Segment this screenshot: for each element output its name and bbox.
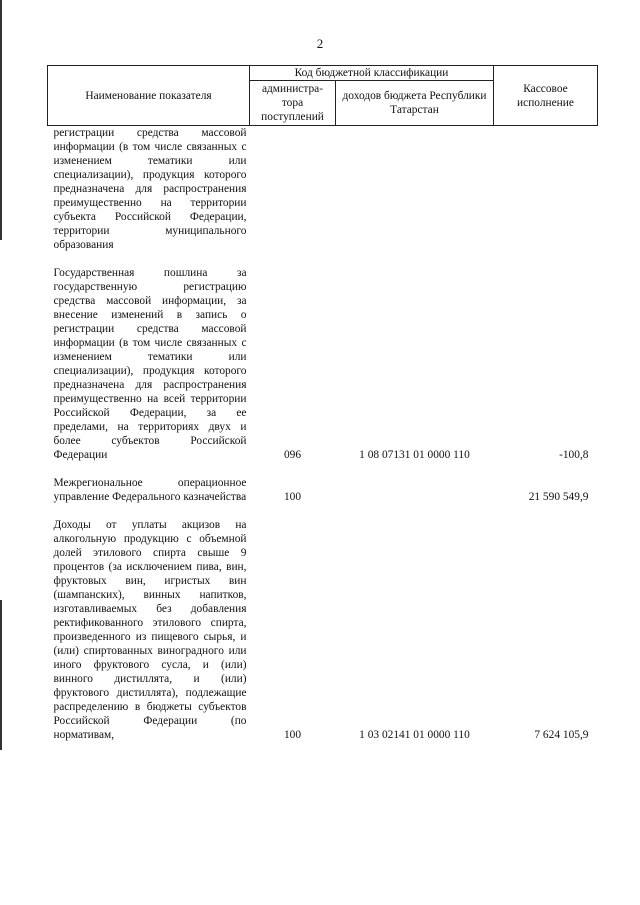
indicator-name: Доходы от уплаты акцизов на алкогольную продукцию с объемной долей этилового спирта свыше 9 процентов (за исключением пива, вин, фруктовых вин, игристых вин (шампанских), винных напитков, изготавливаемых без добавления ректификованного этилового спирта, произведенного из пищевого сырья, и (или) спиртованных виноградного или иного фруктового сусла, и (или) винного дистиллята, и (или) фруктового дистиллята), подлежащие распределению в бюджеты субъектов Российской Федерации (по нормативам,	[53, 519, 247, 741]
table-row	[48, 266, 598, 462]
row-spacer	[48, 462, 598, 476]
income-code	[336, 126, 494, 253]
table-row	[48, 518, 598, 742]
scan-edge-mark-lower	[0, 600, 2, 750]
income-code: 1 08 07131 01 0000 110	[359, 449, 470, 461]
header-cash-execution: Кассовое исполнение	[494, 66, 598, 126]
cash-amount: 21 590 549,9	[528, 491, 589, 503]
header-budget-classification: Код бюджетной классификации	[250, 66, 494, 81]
row-spacer	[48, 252, 598, 266]
indicator-name: регистрации средства массовой информации (в том числе связанных с изменением тематики или специализации), продукция которого предназначена для распространения преимущественно на территории субъекта Российской Федерации, территории муниципального образования	[53, 127, 247, 251]
report-table	[47, 65, 598, 742]
indicator-name-cell	[48, 266, 250, 462]
admin-code: 096	[283, 449, 302, 461]
scan-edge-mark	[0, 0, 2, 240]
income-code	[336, 476, 494, 504]
indicator-name: Межрегиональное операционное управление Федерального казначейства	[53, 477, 247, 503]
admin-code: 100	[283, 729, 302, 741]
admin-code: 100	[283, 491, 302, 503]
header-administrator-column: администра-тора поступлений	[250, 81, 336, 126]
indicator-name-cell	[48, 518, 250, 742]
cash-amount: 7 624 105,9	[534, 729, 589, 741]
admin-code	[250, 126, 336, 253]
cash-amount: -100,8	[559, 449, 589, 461]
header-name-column: Наименование показателя	[48, 66, 250, 126]
indicator-name-cell	[48, 476, 250, 504]
indicator-name: Государственная пошлина за государственную регистрацию средства массовой информации, за внесение изменений в запись о регистрации средства массовой информации (в том числе связанных с изменением тематики или специализации), продукция которого предназначена для распространения преимущественно на всей территории Российской Федерации, за ее пределами, на территориях двух и более субъектов Российской Федерации	[53, 267, 247, 461]
header-income-column: доходов бюджета Республики Татарстан	[336, 81, 494, 126]
income-code: 1 03 02141 01 0000 110	[359, 729, 470, 741]
indicator-name-cell	[48, 126, 250, 253]
page-number: 2	[316, 36, 324, 51]
cash-amount	[494, 126, 598, 253]
table-row	[48, 126, 598, 253]
table-row	[48, 476, 598, 504]
row-spacer	[48, 504, 598, 518]
